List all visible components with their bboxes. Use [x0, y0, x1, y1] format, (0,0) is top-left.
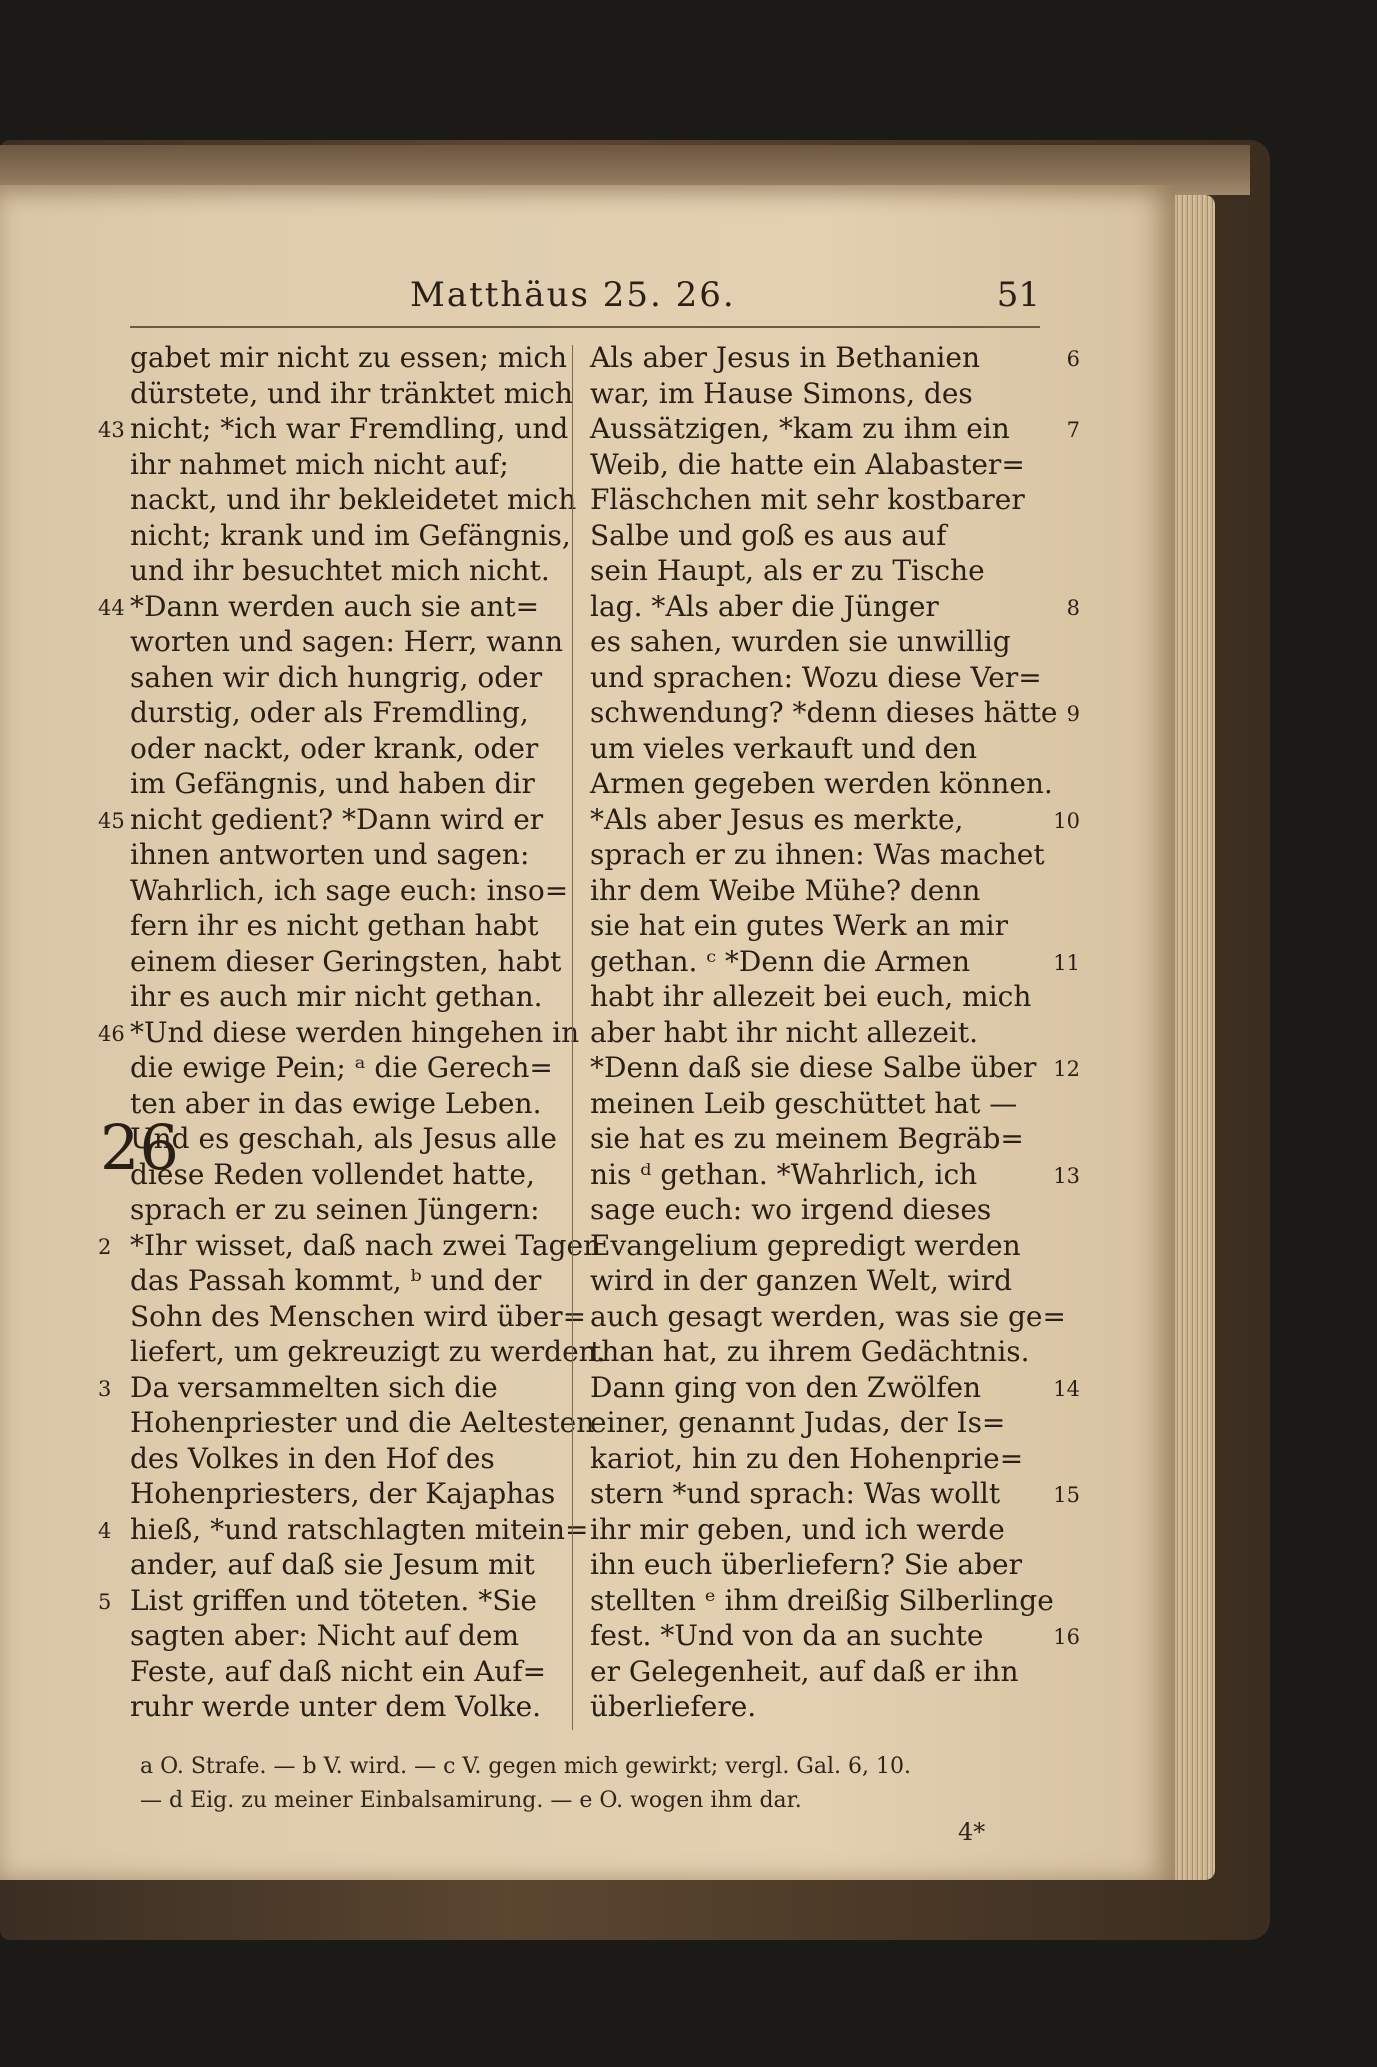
- text-line: [98, 802, 560, 838]
- left-column: [98, 340, 606, 1725]
- line-text: sie hat ein gutes Werk an mir: [590, 909, 1009, 942]
- text-line: [130, 1405, 595, 1441]
- line-text: nicht; *ich war Fremdling, und: [130, 412, 569, 445]
- verse-number: 15: [1053, 1483, 1080, 1507]
- line-text: diese Reden vollendet hatte,: [130, 1157, 535, 1191]
- line-text: Salbe und goß es aus auf: [590, 518, 947, 552]
- text-line: [590, 1547, 1045, 1583]
- verse-number: 16: [1053, 1625, 1080, 1649]
- text-line: [130, 1086, 560, 1122]
- line-text: Evangelium gepredigt werden: [590, 1228, 1021, 1262]
- line-text: sie hat es zu meinem Begräb=: [590, 1122, 1024, 1155]
- line-text: schwendung? *denn dieses hätte: [590, 696, 1058, 729]
- text-line: [130, 482, 577, 518]
- line-text: auch gesagt werden, was sie ge=: [590, 1299, 1066, 1333]
- text-line: [130, 1441, 560, 1477]
- line-text: sein Haupt, als er zu Tische: [590, 554, 985, 587]
- text-line: [590, 1015, 1045, 1051]
- text-line: [130, 553, 560, 589]
- line-text: die ewige Pein; ᵃ die Gerech=: [130, 1051, 553, 1084]
- line-text: ihnen antworten und sagen:: [130, 838, 530, 871]
- text-line: [590, 660, 1045, 696]
- line-text: worten und sagen: Herr, wann: [130, 625, 563, 658]
- verse-number: 5: [98, 1589, 112, 1614]
- line-text: than hat, zu ihrem Gedächtnis.: [590, 1335, 1030, 1368]
- line-text: Da versammelten sich die: [130, 1370, 498, 1404]
- right-column: [590, 340, 1080, 1725]
- line-text: *Als aber Jesus es merkte,: [590, 802, 964, 836]
- text-line: [590, 1441, 1045, 1477]
- text-line: [590, 1618, 1080, 1654]
- line-text: ten aber in das ewige Leben.: [130, 1086, 542, 1120]
- chapter-number: 26: [100, 1111, 179, 1184]
- text-line: [590, 482, 1045, 518]
- line-text: durstig, oder als Fremdling,: [130, 696, 529, 729]
- line-text: Sohn des Menschen wird über=: [130, 1299, 587, 1333]
- text-line: [130, 731, 560, 767]
- line-text: Armen gegeben werden können.: [590, 767, 1053, 800]
- line-text: hieß, *und ratschlagten mitein=: [130, 1512, 589, 1546]
- verse-number: 8: [1066, 595, 1080, 620]
- line-text: nicht gedient? *Dann wird er: [130, 802, 544, 836]
- line-text: fest. *Und von da an suchte: [590, 1619, 984, 1652]
- text-line: [590, 1157, 1080, 1193]
- line-text: im Gefängnis, und haben dir: [130, 767, 535, 800]
- line-text: und ihr besuchtet mich nicht.: [130, 554, 550, 587]
- line-text: List griffen und töteten. *Sie: [130, 1583, 537, 1617]
- page-header: [130, 275, 1040, 325]
- line-text: nis ᵈ gethan. *Wahrlich, ich: [590, 1157, 978, 1191]
- line-text: um vieles verkauft und den: [590, 731, 978, 765]
- text-line: [130, 660, 560, 696]
- line-text: kariot, hin zu den Hohenprie=: [590, 1441, 1024, 1475]
- text-line: [590, 1050, 1080, 1086]
- text-line: [590, 979, 1045, 1015]
- text-line: [590, 944, 1080, 980]
- line-text: ihr nahmet mich nicht auf;: [130, 447, 509, 481]
- page-number: 51: [996, 275, 1040, 315]
- text-line: [130, 1157, 560, 1193]
- text-line: [590, 1299, 1066, 1335]
- text-line: [130, 518, 571, 554]
- line-text: ihn euch überliefern? Sie aber: [590, 1548, 1022, 1581]
- line-text: Wahrlich, ich sage euch: inso=: [130, 873, 569, 907]
- line-text: fern ihr es nicht gethan habt: [130, 909, 539, 942]
- verse-number: 14: [1053, 1376, 1080, 1401]
- line-text: einer, genannt Judas, der Is=: [590, 1406, 1006, 1439]
- line-text: stellten ᵉ ihm dreißig Silberlinge: [590, 1583, 1054, 1617]
- line-text: ihr mir geben, und ich werde: [590, 1512, 1005, 1546]
- text-line: [98, 1583, 560, 1619]
- line-text: sagten aber: Nicht auf dem: [130, 1619, 520, 1652]
- line-text: habt ihr allezeit bei euch, mich: [590, 980, 1032, 1013]
- line-text: *Ihr wisset, daß nach zwei Tagen: [130, 1228, 602, 1262]
- line-text: Aussätzigen, *kam zu ihm ein: [590, 412, 1010, 445]
- line-text: sprach er zu ihnen: Was machet: [590, 838, 1045, 871]
- text-line: [590, 1263, 1045, 1299]
- text-line: [130, 340, 568, 376]
- text-line: [590, 1689, 1045, 1725]
- text-line: [590, 1654, 1045, 1690]
- text-line: [98, 1370, 560, 1406]
- verse-number: 2: [98, 1234, 112, 1259]
- text-line: [130, 979, 560, 1015]
- text-line: [590, 1121, 1045, 1157]
- line-text: liefert, um gekreuzigt zu werden.: [130, 1335, 606, 1368]
- line-text: gethan. ᶜ *Denn die Armen: [590, 944, 970, 978]
- line-text: Fläschchen mit sehr kostbarer: [590, 483, 1025, 516]
- text-line: [130, 908, 560, 944]
- text-line: [590, 1583, 1054, 1619]
- text-line: [130, 1689, 560, 1725]
- text-line: [590, 589, 1080, 625]
- line-text: Als aber Jesus in Bethanien: [590, 341, 980, 374]
- text-line: [590, 518, 1045, 554]
- verse-number: 10: [1053, 808, 1080, 833]
- verse-number: 3: [98, 1376, 112, 1401]
- line-text: ihr dem Weibe Mühe? denn: [590, 873, 981, 907]
- verse-number: 12: [1053, 1057, 1080, 1081]
- line-text: einem dieser Geringsten, habt: [130, 944, 562, 978]
- verse-number: 6: [1066, 347, 1080, 371]
- line-text: es sahen, wurden sie unwillig: [590, 625, 1011, 658]
- signature-mark: 4*: [958, 1818, 986, 1846]
- text-line: [590, 340, 1080, 376]
- text-line: [590, 837, 1045, 873]
- text-line: [590, 1334, 1045, 1370]
- text-line: [130, 1050, 560, 1086]
- text-line: [130, 1654, 560, 1690]
- line-text: dürstete, und ihr tränktet mich: [130, 376, 573, 410]
- line-text: Und es geschah, als Jesus alle: [130, 1122, 557, 1155]
- text-line: [590, 695, 1080, 731]
- text-line: [98, 1015, 580, 1051]
- line-text: nicht; krank und im Gefängnis,: [130, 518, 571, 552]
- line-text: ihr es auch mir nicht gethan.: [130, 980, 543, 1013]
- line-text: *Und diese werden hingehen in: [130, 1015, 580, 1049]
- verse-number: 45: [98, 808, 125, 833]
- text-line: [130, 447, 560, 483]
- text-line: [590, 1370, 1080, 1406]
- text-line: [590, 802, 1080, 838]
- text-line: [130, 695, 560, 731]
- footnote-line: a O. Strafe. — b V. wird. — c V. gegen mich gewirkt; vergl. Gal. 6, 10.: [140, 1754, 911, 1779]
- text-line: [590, 411, 1080, 447]
- text-line: [590, 1192, 1045, 1228]
- line-text: lag. *Als aber die Jünger: [590, 589, 939, 623]
- verse-number: 11: [1053, 950, 1080, 975]
- line-text: nackt, und ihr bekleidetet mich: [130, 483, 577, 516]
- text-line: [590, 1476, 1080, 1512]
- line-text: stern *und sprach: Was wollt: [590, 1477, 1001, 1510]
- line-text: Weib, die hatte ein Alabaster=: [590, 447, 1025, 481]
- line-text: und sprachen: Wozu diese Ver=: [590, 660, 1042, 694]
- text-line: [590, 731, 1045, 767]
- line-text: aber habt ihr nicht allezeit.: [590, 1015, 979, 1049]
- line-text: wird in der ganzen Welt, wird: [590, 1264, 1013, 1297]
- text-line: [590, 908, 1045, 944]
- line-text: des Volkes in den Hof des: [130, 1441, 495, 1475]
- line-text: Hohenpriesters, der Kajaphas: [130, 1477, 556, 1510]
- header-rule: [130, 326, 1040, 328]
- verse-number: 43: [98, 418, 125, 442]
- line-text: überliefere.: [590, 1690, 757, 1723]
- line-text: *Denn daß sie diese Salbe über: [590, 1051, 1037, 1084]
- text-line: [130, 1476, 560, 1512]
- text-line: [130, 1547, 560, 1583]
- text-line: [130, 766, 560, 802]
- text-line: [590, 447, 1045, 483]
- column-divider: [572, 345, 573, 1730]
- text-line: [130, 1192, 560, 1228]
- text-line: [98, 589, 560, 625]
- line-text: er Gelegenheit, auf daß er ihn: [590, 1654, 1019, 1688]
- verse-number: 7: [1066, 418, 1080, 442]
- text-line: [130, 1334, 606, 1370]
- line-text: oder nackt, oder krank, oder: [130, 731, 539, 765]
- line-text: gabet mir nicht zu essen; mich: [130, 341, 568, 374]
- line-text: ruhr werde unter dem Volke.: [130, 1690, 542, 1723]
- text-line: [590, 873, 1045, 909]
- text-line: [98, 1228, 602, 1264]
- text-line: [590, 1086, 1045, 1122]
- text-line: [130, 873, 569, 909]
- line-text: sprach er zu seinen Jüngern:: [130, 1193, 540, 1226]
- verse-number: 44: [98, 595, 125, 620]
- line-text: war, im Hause Simons, des: [590, 376, 973, 410]
- text-line: [590, 766, 1053, 802]
- verse-number: 9: [1066, 702, 1080, 726]
- text-line: [130, 1263, 560, 1299]
- page-stack-edge: [1170, 195, 1215, 1880]
- text-line: [590, 1405, 1045, 1441]
- text-line: [590, 553, 1045, 589]
- line-text: meinen Leib geschüttet hat —: [590, 1086, 1018, 1120]
- running-title: Matthäus 25. 26.: [410, 275, 736, 315]
- text-line: [130, 944, 560, 980]
- line-text: sage euch: wo irgend dieses: [590, 1193, 992, 1226]
- verse-number: 46: [98, 1021, 125, 1046]
- text-line: [98, 411, 569, 447]
- text-line: [98, 1512, 589, 1548]
- line-text: *Dann werden auch sie ant=: [130, 589, 540, 623]
- line-text: sahen wir dich hungrig, oder: [130, 660, 543, 694]
- verse-number: 13: [1053, 1163, 1080, 1188]
- verse-number: 4: [98, 1518, 112, 1543]
- text-line: [590, 376, 1045, 412]
- text-line: [130, 624, 563, 660]
- text-line: [130, 1299, 587, 1335]
- text-line: [130, 1618, 560, 1654]
- footnotes: [140, 1750, 1050, 1818]
- line-text: das Passah kommt, ᵇ und der: [130, 1264, 542, 1297]
- text-line: [590, 1228, 1045, 1264]
- line-text: Feste, auf daß nicht ein Auf=: [130, 1654, 547, 1688]
- text-line: [130, 376, 573, 412]
- text-line: [130, 837, 560, 873]
- footnote-line: — d Eig. zu meiner Einbalsamirung. — e O. wogen ihm dar.: [140, 1788, 802, 1813]
- text-line: [590, 624, 1045, 660]
- text-line: [590, 1512, 1045, 1548]
- line-text: Dann ging von den Zwölfen: [590, 1370, 982, 1404]
- line-text: Hohenpriester und die Aeltesten: [130, 1406, 595, 1439]
- line-text: ander, auf daß sie Jesum mit: [130, 1548, 535, 1581]
